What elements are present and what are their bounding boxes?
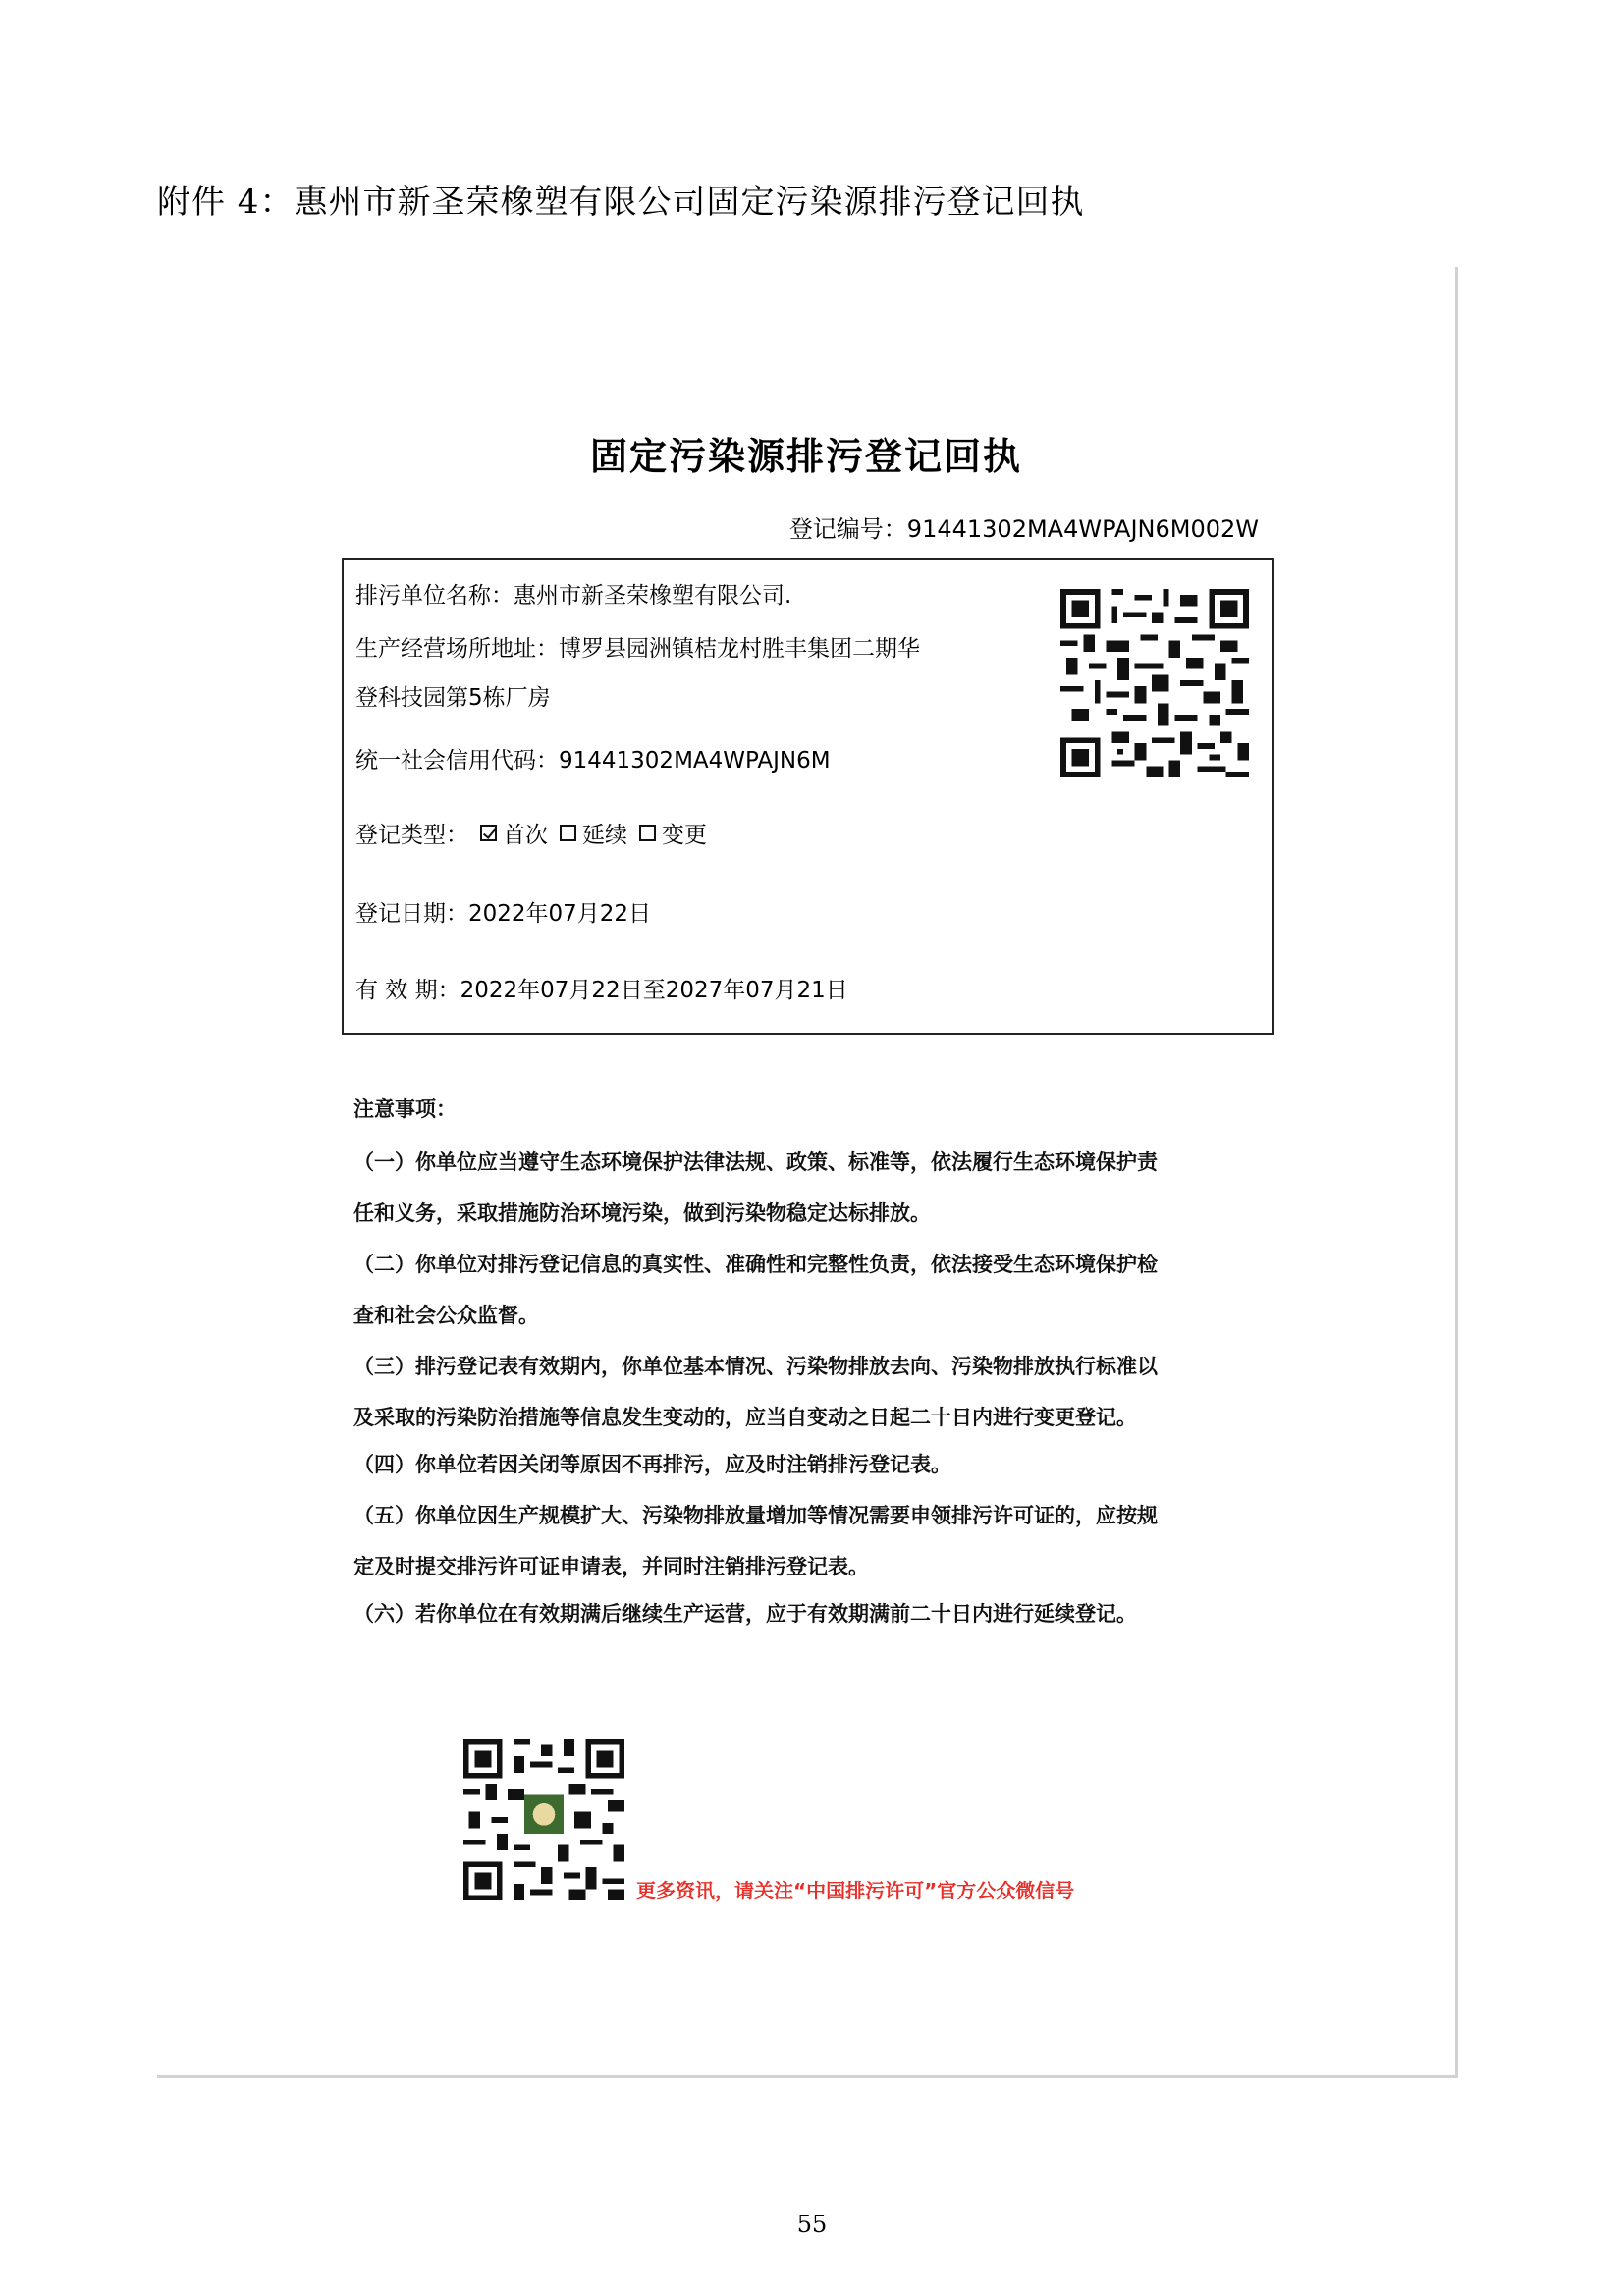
note-line: 定及时提交排污许可证申请表，并同时注销排污登记表。 [353,1555,869,1578]
registration-type-label: 登记类型： [355,823,468,848]
address-line-2: 登科技园第5栋厂房 [355,685,551,711]
checkbox-checked-icon [480,825,497,841]
note-line: （一）你单位应当遵守生态环境保护法律法规、政策、标准等，依法履行生态环境保护责 [353,1150,1158,1174]
registration-date: 登记日期：2022年07月22日 [355,901,652,927]
wechat-qr-code-icon [463,1739,624,1900]
registration-number: 登记编号：91441302MA4WPAJN6M002W [788,515,1259,543]
note-line: 查和社会公众监督。 [353,1304,539,1327]
notes-heading: 注意事项： [353,1097,457,1121]
note-line: 及采取的污染防治措施等信息发生变动的，应当自变动之日起二十日内进行变更登记。 [353,1406,1137,1429]
page-number: 55 [796,2211,828,2238]
note-line: （三）排污登记表有效期内，你单位基本情况、污染物排放去向、污染物排放执行标准以 [353,1355,1158,1378]
registration-type-option: 首次 [503,823,548,848]
validity-period: 有 效 期：2022年07月22日至2027年07月21日 [355,978,848,1003]
note-line: （二）你单位对排污登记信息的真实性、准确性和完整性负责，依法接受生态环境保护检 [353,1253,1158,1276]
qr-code-icon [1060,589,1249,777]
registration-type-option: 变更 [662,823,707,848]
note-line: （六）若你单位在有效期满后继续生产运营，应于有效期满前二十日内进行延续登记。 [353,1602,1137,1626]
receipt-title: 固定污染源排污登记回执 [589,435,1022,478]
unit-name: 排污单位名称：惠州市新圣荣橡塑有限公司. [355,583,792,609]
registration-info-box [342,558,1274,1035]
attachment-title: 附件 4：惠州市新圣荣橡塑有限公司固定污染源排污登记回执 [157,183,1085,222]
note-line: （五）你单位因生产规模扩大、污染物排放量增加等情况需要申领排污许可证的，应按规 [353,1504,1158,1527]
registration-type-option: 延续 [582,823,627,848]
credit-code: 统一社会信用代码：91441302MA4WPAJN6M [355,748,831,774]
checkbox-empty-icon [639,825,656,841]
note-line: 任和义务，采取措施防治环境污染，做到污染物稳定达标排放。 [353,1201,931,1225]
checkbox-empty-icon [560,825,576,841]
scanned-receipt [157,267,1458,2078]
address-line-1: 生产经营场所地址：博罗县园洲镇桔龙村胜丰集团二期华 [355,636,920,662]
follow-wechat-text: 更多资讯，请关注“中国排污许可”官方公众微信号 [636,1879,1075,1902]
registration-type [355,817,707,849]
note-line: （四）你单位若因关闭等原因不再排污，应及时注销排污登记表。 [353,1453,951,1476]
